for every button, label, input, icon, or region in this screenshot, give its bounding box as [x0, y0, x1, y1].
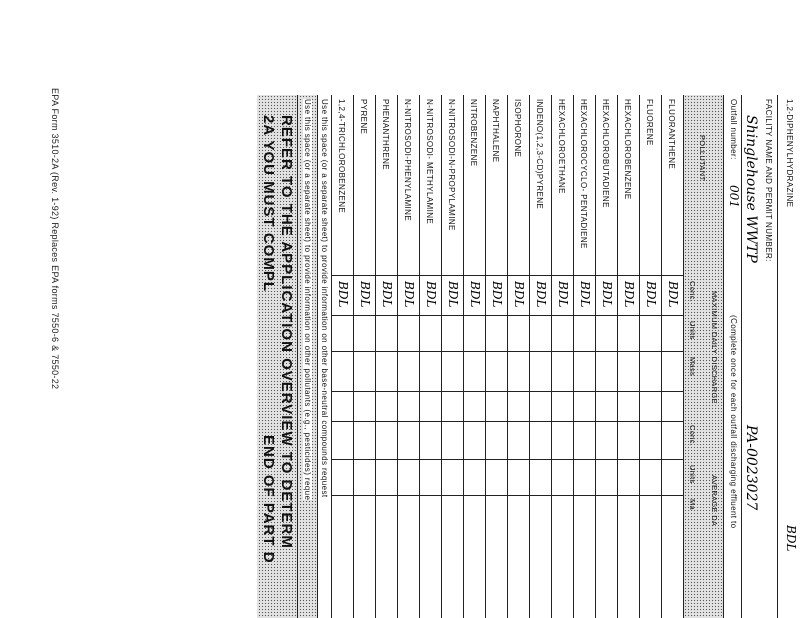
pollutant-name: HEXACHLOROBENZENE: [623, 99, 632, 200]
first-row: [777, 95, 800, 618]
table-row: [661, 95, 684, 618]
pollutant-name: INDENO(1,2,3-CD)PYRENE: [535, 99, 544, 210]
max-daily-conc-value: BDL: [336, 281, 350, 308]
avg-daily-header: AVERAGE DA: [710, 475, 719, 527]
facility-label: FACILITY NAME AND PERMIT NUMBER:: [764, 99, 773, 262]
end-banner: [257, 95, 298, 618]
banner-end-text: END OF PART D: [260, 435, 277, 564]
banner-line-1: REFER TO THE APPLICATION OVERVIEW TO DETERM: [278, 115, 295, 549]
pollutant-name: HEXACHLOROBUTADIENE: [601, 99, 610, 208]
table-row: [595, 95, 618, 618]
table-row: [331, 95, 354, 618]
mass2-header: Ma: [688, 499, 697, 511]
notes-row-2: [297, 95, 318, 618]
notes-row-1: [317, 95, 332, 618]
units-header: Units: [688, 321, 697, 340]
form-footer-note: EPA Form 3510-2A (Rev. 1-92) Replaces EPA forms 7550-6 & 7550-22: [50, 88, 60, 390]
pollutant-name: NITROBENZENE: [469, 99, 478, 167]
pollutant-name: N-NITROSODI- METHYLAMINE: [425, 99, 434, 225]
pollutant-name: ISOPHORONE: [513, 99, 522, 158]
max-daily-conc-value: BDL: [666, 281, 680, 308]
notes-line-1: Use this space (or a separate sheet) to provide information on other base-neutral compounds request: [320, 99, 329, 498]
table-row: [573, 95, 596, 618]
pollutant-name: 1,2,4-TRICHLOROBENZENE: [337, 99, 346, 214]
max-daily-conc-value: BDL: [644, 281, 658, 308]
max-daily-conc-value: BDL: [490, 281, 504, 308]
pollutant-name: PHENANTHRENE: [381, 99, 390, 171]
scanned-form: [182, 95, 800, 618]
outfall-row: [723, 95, 742, 618]
table-row: [419, 95, 442, 618]
pollutant-name: N-NITROSODI-PHENYLAMINE: [403, 99, 412, 222]
max-daily-conc-value: BDL: [512, 281, 526, 308]
max-daily-conc-value: BDL: [402, 281, 416, 308]
max-daily-conc-value: BDL: [380, 281, 394, 308]
max-daily-conc-value: BDL: [424, 281, 438, 308]
pollutant-name: NAPHTHALENE: [491, 99, 500, 163]
pollutant-name: HEXACHLOROETHANE: [557, 99, 566, 194]
column-header: [683, 95, 724, 618]
table-row: [529, 95, 552, 618]
table-row: [507, 95, 530, 618]
max-daily-conc-value: BDL: [578, 281, 592, 308]
table-row: [375, 95, 398, 618]
table-row: [441, 95, 464, 618]
table-row: [639, 95, 662, 618]
pollutant-name: FLUORANTHENE: [667, 99, 676, 170]
facility-value: Shinglehouse WWTP: [743, 115, 759, 263]
table-row: [397, 95, 420, 618]
max-daily-conc-value: BDL: [358, 281, 372, 308]
max-daily-header: MAXIMUM DAILY DISCHARGE: [710, 291, 719, 404]
conc2-header: Conc.: [688, 425, 697, 447]
max-daily-conc-value: BDL: [468, 281, 482, 308]
first-row-label: 1,2-DIPHENYLHYDRAZINE: [785, 99, 794, 208]
max-daily-conc-value: BDL: [622, 281, 636, 308]
outfall-value: 001: [727, 185, 741, 208]
table-row: [353, 95, 376, 618]
table-row: [463, 95, 486, 618]
notes-line-2: Use this space (or a separate sheet) to provide information on other pollutants (e.g., pesticides) reque: [303, 99, 312, 501]
table-row: [551, 95, 574, 618]
max-daily-conc-value: BDL: [556, 281, 570, 308]
banner-line-2: 2A YOU MUST COMPL: [260, 115, 277, 293]
pollutant-name: FLUORENE: [645, 99, 654, 146]
max-daily-conc-value: BDL: [534, 281, 548, 308]
conc-header: Conc.: [688, 281, 697, 303]
table-row: [617, 95, 640, 618]
mass-header: Mass: [688, 357, 697, 377]
first-row-value: BDL: [784, 525, 798, 552]
pollutant-name: PYRENE: [359, 99, 368, 135]
units2-header: Units: [688, 465, 697, 484]
max-daily-conc-value: BDL: [446, 281, 460, 308]
facility-row: [741, 95, 778, 618]
pollutant-name: N-NITROSODI-N-PROPYLAMINE: [447, 99, 456, 231]
pollutant-table: [332, 95, 684, 618]
pollutant-header: POLLUTANT: [698, 135, 707, 182]
complete-note: (Complete once for each outfall discharging effluent to: [729, 315, 738, 529]
max-daily-conc-value: BDL: [600, 281, 614, 308]
permit-value: PA-0023027: [743, 425, 759, 511]
pollutant-name: HEXACHLOROCYCLO- PENTADIENE: [579, 99, 588, 249]
outfall-label: Outfall number:: [729, 99, 738, 160]
table-row: [485, 95, 508, 618]
